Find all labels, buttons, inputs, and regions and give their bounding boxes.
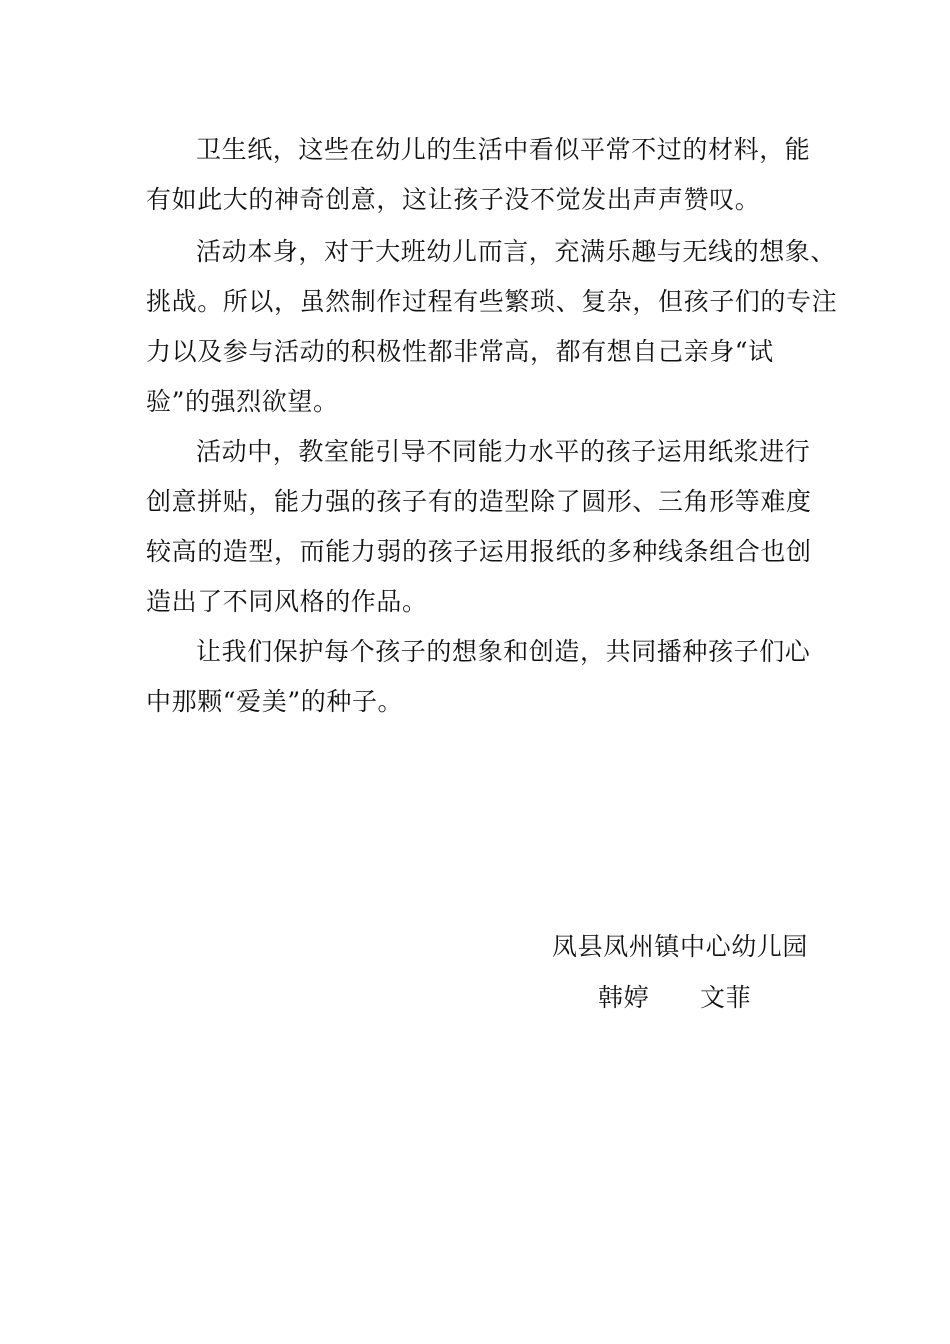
signature-author-1: 韩婷 [598, 983, 650, 1012]
paragraph-2-line-1: 活动本身，对于大班幼儿而言，充满乐趣与无线的想象、 [196, 237, 837, 266]
paragraph-4-line-2: 中那颗“爱美”的种子。 [146, 687, 404, 716]
paragraph-3-line-3: 较高的造型，而能力弱的孩子运用报纸的多种线条组合也创 [146, 537, 812, 566]
signature-author-2: 文菲 [700, 983, 752, 1012]
paragraph-3-line-4: 造出了不同风格的作品。 [146, 587, 428, 616]
paragraph-3-line-2: 创意拼贴，能力强的孩子有的造型除了圆形、三角形等难度 [146, 487, 812, 516]
paragraph-2-line-3: 力以及参与活动的积极性都非常高，都有想自己亲身“试 [146, 337, 774, 366]
paragraph-1-line-2: 有如此大的神奇创意，这让孩子没不觉发出声声赞叹。 [146, 185, 761, 214]
paragraph-3-line-1: 活动中，教室能引导不同能力水平的孩子运用纸浆进行 [196, 437, 811, 466]
paragraph-1-line-1: 卫生纸，这些在幼儿的生活中看似平常不过的材料，能 [196, 135, 811, 164]
paragraph-2-line-4: 验”的强烈欲望。 [146, 387, 339, 416]
signature-organization: 凤县凤州镇中心幼儿园 [552, 932, 809, 961]
paragraph-2-line-2: 挑战。所以，虽然制作过程有些繁琐、复杂，但孩子们的专注 [146, 287, 838, 316]
paragraph-4-line-1: 让我们保护每个孩子的想象和创造，共同播种孩子们心 [196, 637, 811, 666]
